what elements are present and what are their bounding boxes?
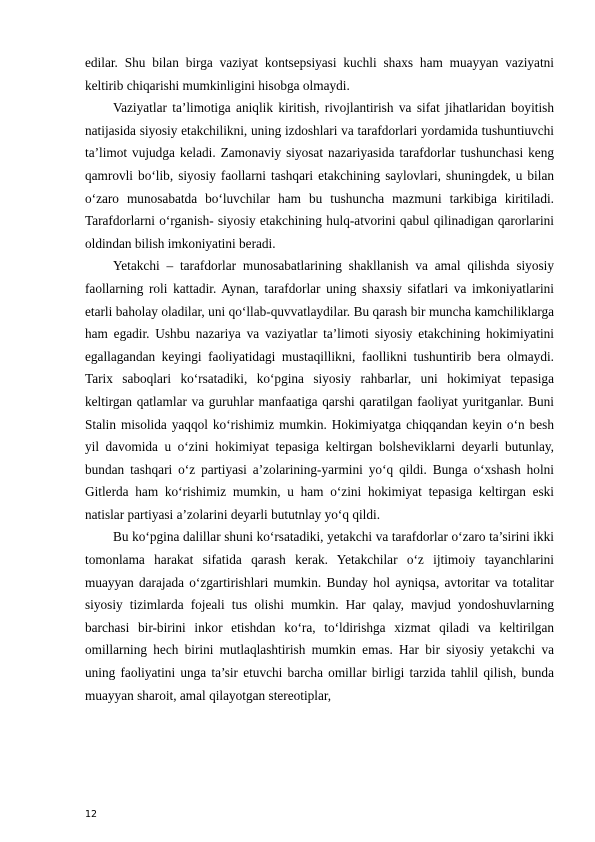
paragraph-situational-theory: Vaziyatlar ta’limotiga aniqlik kiritish, rivojlantirish va sifat jihatlaridan boyitish natijasida siyosiy etakchilikni, uning izdoshlari va tarafdorlari yordamida tushuntiuvchi ta’limot vujudga keladi. Zamonaviy siyosat nazariyasida tarafdorlar tushunchasi keng qamrovli bo‘lib, siyosiy faollarni tashqari etakchining saylovlari, shuningdek, u bilan o‘zaro munosabatda bo‘luvchilar ham bu tushuncha mazmuni tarkibiga kiritiladi. Tarafdorlarni o‘rganish- siyosiy etakchining hulq-atvorini qabul qilinadigan qarorlarini oldindan bilish imkoniyatini beradi.	[85, 100, 554, 251]
page-number: 12	[85, 809, 98, 820]
paragraph-mutual-influence: Bu ko‘pgina dalillar shuni ko‘rsatadiki, yetakchi va tarafdorlar o‘zaro ta’sirini ikki tomonlama harakat sifatida qarash kerak. Yetakchilar o‘z ijtimoiy tayanchlarini muayyan darajada o‘zgartirishlari mumkin. Bunday hol ayniqsa, avtoritar va totalitar siyosiy tizimlarda fojeali tus olishi mumkin. Har qalay, mavjud yondoshuvlarning barchasi bir-birini inkor etishdan ko‘ra, to‘ldirishga xizmat qiladi va keltirilgan omillarning hech birini mutlaqlashtirish mumkin emas. Har bir siyosiy yetakchi va uning faoliyatini unga ta’sir etuvchi barcha omillar birligi tarzida tahlil qilish, bunda muayyan sharoit, amal qilayotgan stereotiplar,	[85, 529, 554, 703]
paragraph-leader-followers: Yetakchi – tarafdorlar munosabatlarining shakllanish va amal qilishda siyosiy faollarning roli kattadir. Aynan, tarafdorlar uning shaxsiy sifatlari va imkoniyatlarini etarli baholay oladilar, uni qo‘llab-quvvatlaydilar. Bu qarash bir muncha kamchiliklarga ham egadir. Ushbu nazariya va vaziyatlar ta’limoti siyosiy etakchining hokimiyatini egallagandan keyingi faoliyatidagi mustaqillikni, faollikni tushuntirib bera olmaydi. Tarix saboqlari ko‘rsatadiki, ko‘pgina siyosiy rahbarlar, uni hokimiyat tepasiga keltirgan qatlamlar va guruhlar manfaatiga qarshi qaratilgan faoliyat yuritganlar. Buni Stalin misolida yaqqol ko‘rishimiz mumkin. Hokimiyatga chiqqandan keyin o‘n besh yil davomida u o‘zini hokimiyat tepasiga keltirgan bolsheviklarni deyarli butunlay, bundan tashqari o‘z partiyasi a’zolarining-yarmini yo‘q qildi. Bunga o‘xshash holni Gitlerda ham ko‘rishimiz mumkin, u ham o‘zini hokimiyat tepasiga keltirgan eski natislar partiyasi a’zolarini deyarli bututnlay yo‘q qildi.	[85, 258, 554, 522]
paragraph-continuation: edilar. Shu bilan birga vaziyat kontsepsiyasi kuchli shaxs ham muayyan vaziyatni keltirib chiqarishi mumkinligini hisobga olmaydi.	[85, 55, 554, 93]
text-body	[85, 52, 554, 707]
